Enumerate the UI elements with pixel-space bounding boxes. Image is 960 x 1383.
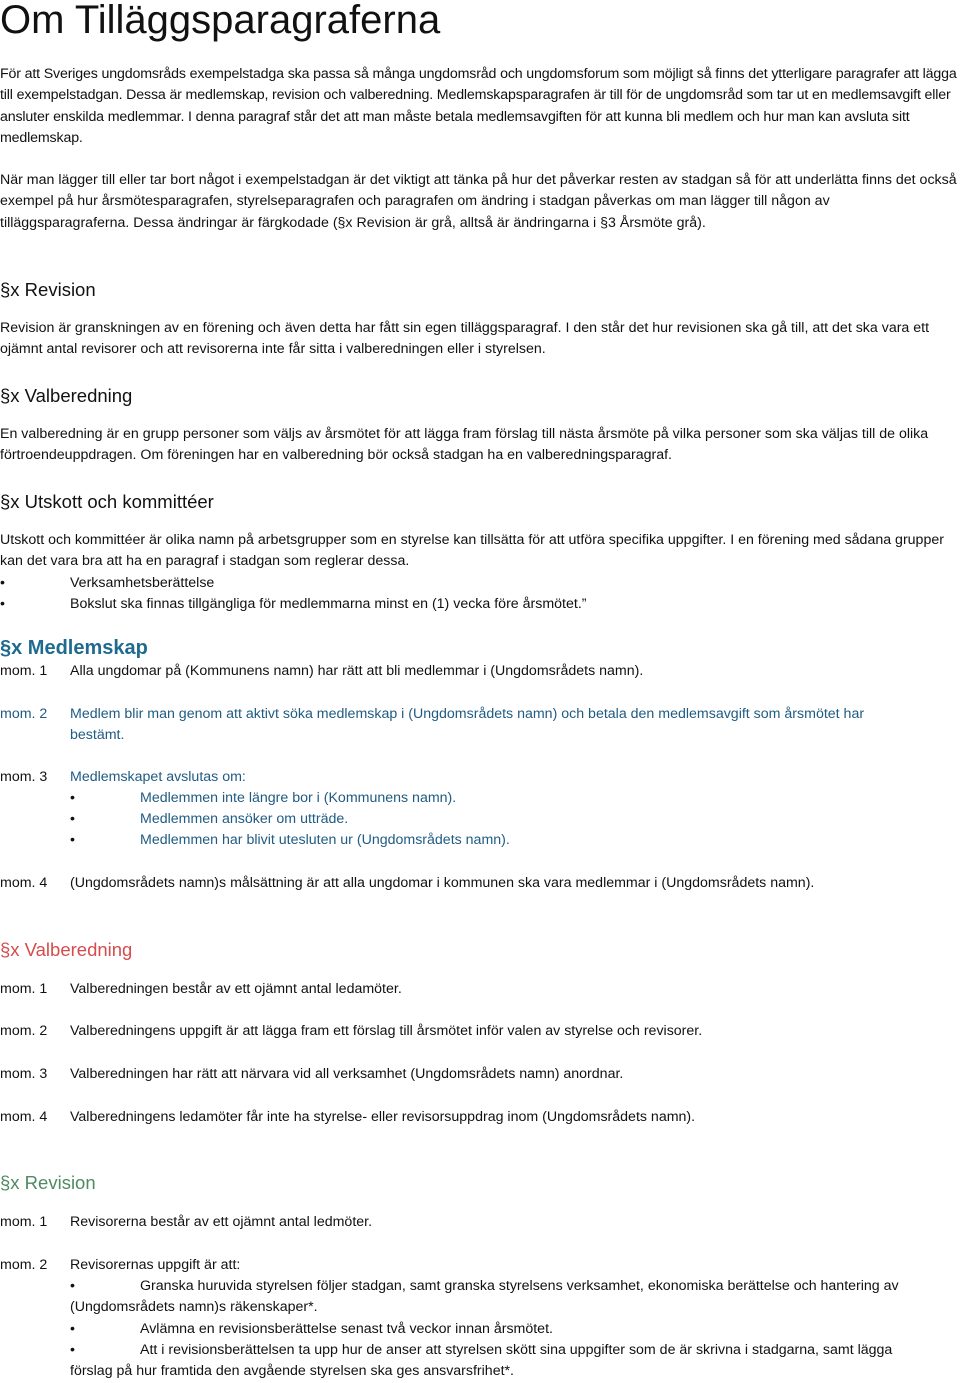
- utskott-info-heading: §x Utskott och kommittéer: [0, 491, 214, 512]
- bullet-icon: •: [70, 1278, 75, 1294]
- revision-info-body: Revision är granskningen av en förening och även detta har fått sin egen tilläggsparagraf. I den står det hur revisionen ska gå till, att det ska vara ett ojämnt antal revisorer och att revisorerna inte får sitta i valberedningen eller i styrelsen.: [0, 320, 930, 358]
- bullet-icon: •: [70, 811, 75, 827]
- intro-paragraph-2: När man lägger till eller tar bort något i exempelstadgan är det viktigt att tänka på hur det påverkar resten av stadgan så för att underlätta finns det också exempel på hur årsmötesparagrafen, styrelseparagrafen och paragrafen om ändring i stadgan påverkas om man lägger till någon av tilläggsparagraferna. Dessa ändringar är färgkodade (§x Revision är grå, alltså är ändringarna i §3 Årsmöte grå).: [0, 172, 957, 231]
- medlemskap-heading: §x Medlemskap: [0, 637, 148, 659]
- bullet-icon: •: [70, 1342, 75, 1358]
- revision-heading: §x Revision: [0, 1172, 96, 1193]
- page-title: Om Tilläggsparagraferna: [0, 0, 441, 42]
- revision-info-heading: §x Revision: [0, 279, 96, 300]
- valberedning-heading: §x Valberedning: [0, 939, 133, 960]
- valberedning-info-heading: §x Valberedning: [0, 385, 133, 406]
- valberedning-info-body: En valberedning är en grupp personer som väljs av årsmötet för att lägga fram förslag till nästa årsmöte på vilka personer som ska väljas till de olika förtroendeuppdragen. Om föreningen har en valberedning bör också stadgan ha en valberedningsparagraf.: [0, 426, 929, 464]
- bullet-icon: •: [0, 596, 5, 612]
- utskott-info-body: Utskott och kommittéer är olika namn på arbetsgrupper som en styrelse kan tillsätta för att utföra specifika uppgifter. I en förening med sådana grupper kan det vara bra att ha en paragraf i stadgan som reglerar dessa.: [0, 532, 944, 570]
- bullet-icon: •: [70, 790, 75, 806]
- bullet-icon: •: [70, 1321, 75, 1337]
- intro-paragraph: För att Sveriges ungdomsråds exempelstadga ska passa så många ungdomsråd och ungdomsforum som möjligt så finns det ytterligare paragrafer att lägga till exempelstadgan. Dessa är medlemskap, revision och valberedning. Medlemskapsparagrafen är till för de ungdomsråd som tar ut en medlemsavgift eller ansluter enskilda medlemmar. I denna paragraf står det att man måste betala medlemsavgiften för att kunna bli medlem och hur man kan avsluta sitt medlemskap.: [0, 66, 957, 146]
- bullet-icon: •: [70, 832, 75, 848]
- bullet-icon: •: [0, 575, 5, 591]
